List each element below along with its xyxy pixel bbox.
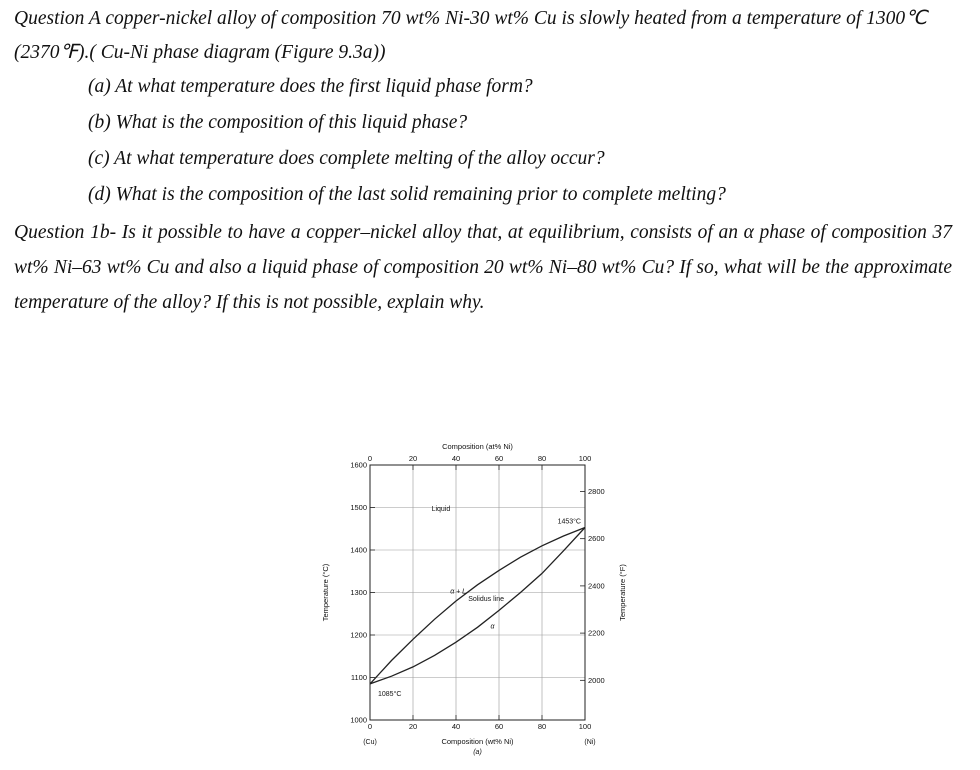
alpha-region-label: α [490,623,495,631]
f-tick-label: 2200 [588,628,605,638]
f-tick-label: 2600 [588,534,605,544]
solidus-line-label: Solidus line [468,596,505,603]
top-tick-label: 40 [451,454,461,463]
top-axis-title: Composition (at% Ni) [442,442,513,451]
phase-diagram-svg [320,430,650,765]
y-tick-label: 1300 [350,588,367,597]
question-part-a: (a) At what temperature does the first liquid phase form? [88,76,533,97]
x-tick-label: 80 [537,722,547,731]
top-tick-label: 60 [494,454,504,463]
figure-caption: (a) [473,749,482,756]
top-tick-label: 0 [367,454,373,463]
y-tick-label: 1000 [350,715,367,725]
y2-axis-title: Temperature (°F) [618,564,627,621]
question-a-line-2: (2370℉).( Cu-Ni phase diagram (Figure 9.3a)) [14,42,386,63]
ni-end-label: (Ni) [584,739,596,746]
y-tick-label: 1500 [350,503,367,512]
top-tick-label: 20 [408,454,418,463]
x-axis-title: Composition (wt% Ni) [441,737,514,746]
question-part-b: (b) What is the composition of this liquid phase? [88,112,468,133]
top-tick-label: 80 [537,454,547,463]
x-tick-label: 40 [451,722,461,731]
question-part-c: (c) At what temperature does complete melting of the alloy occur? [88,148,605,169]
question-a-line-1: Question A copper-nickel alloy of composition 70 wt% Ni-30 wt% Cu is slowly heated from a temperature of 1300℃ [14,8,928,29]
x-tick-label: 60 [494,722,504,731]
f-tick-label: 2800 [588,486,605,496]
y-axis-title: Temperature (°C) [321,563,330,622]
alpha-liquid-region-label: α + L [450,588,467,596]
x-tick-label: 100 [578,722,592,731]
y-tick-label: 1600 [350,460,367,470]
f-tick-label: 2000 [588,675,605,685]
y-tick-label: 1200 [350,630,367,640]
ni-melting-label: 1453°C [557,518,581,526]
f-tick-label: 2400 [588,581,605,591]
question-part-d: (d) What is the composition of the last solid remaining prior to complete melting? [88,184,726,205]
liquid-region-label: Liquid [431,505,451,513]
cu-ni-phase-diagram [320,430,650,770]
y-tick-label: 1100 [350,673,367,682]
x-tick-label: 20 [408,722,418,731]
top-tick-label: 100 [578,454,592,463]
y-tick-label: 1400 [350,545,367,555]
x-tick-label: 0 [367,722,373,731]
cu-melting-label: 1085°C [378,690,402,698]
cu-end-label: (Cu) [363,739,377,746]
question-1b: Question 1b- Is it possible to have a copper–nickel alloy that, at equilibrium, consists of an α phase of composition 37 wt% Ni–63 wt% Cu and also a liquid phase of composition 20 wt% Ni–80 wt% Cu? If so, what will be the approximate temperature of the alloy? If this is not possible, explain why. [14,222,952,313]
